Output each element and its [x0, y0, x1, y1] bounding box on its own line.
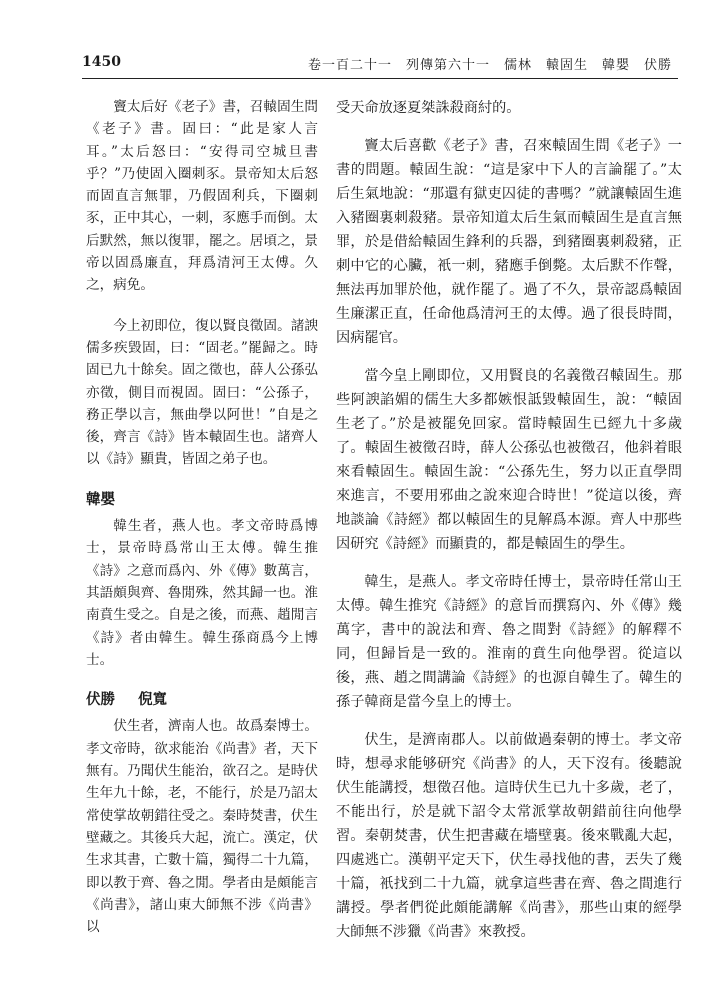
page-header: [82, 50, 676, 76]
section-heading-fusheng: [86, 689, 318, 711]
page-number: 1450: [82, 54, 121, 70]
section-heading-fusheng-text: 伏勝: [86, 691, 115, 709]
left-paragraph-4: 伏生者，濟南人也。故爲秦博士。孝文帝時，欲求能治《尚書》者，天下無有。乃聞伏生能治，欲召之。是時伏生年九十餘，老，不能行，於是乃詔太常使掌故朝錯往受之。秦時焚書，伏生壁藏之。其後兵大起，流亡。漢定，伏生求其書，亡數十篇，獨得二十九篇，即以教于齊、魯之閒。學者由是頗能言《尚書》，諸山東大師無不涉《尚書》以: [86, 718, 318, 936]
left-paragraph-1: 竇太后好《老子》書，召轅固生問《老子》書。固曰：“此是家人言耳。”太后怒曰：“安得司空城旦書乎？”乃使固入圈刺豕。景帝知太后怒而固直言無罪，乃假固利兵，下圈刺豕，正中其心，一刺，豕應手而倒。太后默然，無以復罪，罷之。居頃之，景帝以固爲廉直，拜爲清河王太傅。久之，病免。: [86, 99, 318, 294]
right-paragraph-2: 當今皇上剛即位，又用賢良的名義徵召轅固生。那些阿諛諂媚的儒生大多都嫉恨詆毀轅固生，說：“轅固生老了。”於是被罷免回家。當時轅固生已經九十多歲了。轅固生被徵召時，薛人公孫弘也被徵召，他斜着眼來看轅固生。轅固生說：“公孫先生，努力以正直學問來進言，不要用邪曲之說來迎合時世！”從這以後，齊地談論《詩經》都以轅固生的見解爲本源。齊人中那些因研究《詩經》而顯貴的，都是轅固生的學生。: [336, 368, 682, 552]
header-rule: [82, 78, 678, 79]
section-heading-fusheng-sub: 倪寬: [138, 691, 168, 709]
left-paragraph-3: 韓生者，燕人也。孝文帝時爲博士，景帝時爲常山王太傅。韓生推《詩》之意而爲內、外《傳》數萬言，其語頗與齊、魯閒殊，然其歸一也。淮南賁生受之。自是之後，而燕、趙閒言《詩》者由韓生。韓生孫商爲今上博士。: [86, 518, 318, 668]
right-paragraph-0: 受天命放逐夏桀誅殺商紂的。: [336, 100, 521, 116]
translation-column: [336, 96, 682, 958]
section-heading-hanying: [86, 489, 318, 511]
right-paragraph-3: 韓生，是燕人。孝文帝時任博士，景帝時任常山王太傅。韓生推究《詩經》的意旨而撰寫內、外《傳》幾萬字，書中的說法和齊、魯之間對《詩經》的解釋不同，但歸旨是一致的。淮南的賁生向他學習。從這以後，燕、趙之間講論《詩經》的也源自韓生了。韓生的孫子韓商是當今皇上的博士。: [336, 574, 682, 710]
right-paragraph-1: 竇太后喜歡《老子》書，召來轅固生問《老子》一書的問題。轅固生說：“這是家中下人的言論罷了。”太后生氣地說：“那還有獄吏囚徒的書嗎？”就讓轅固生進入豬圈裏刺殺豬。景帝知道太后生氣而轅固生是直言無罪，於是借給轅固生鋒利的兵器，到豬圈裏刺殺豬，正刺中它的心臟，衹一刺，豬應手倒斃。太后默不作聲，無法再加罪於他，就作罷了。過了不久，景帝認爲轅固生廉潔正直，任命他爲清河王的太傅。過了很長時間，因病罷官。: [336, 138, 682, 346]
right-paragraph-4: 伏生，是濟南郡人。以前做過秦朝的博士。孝文帝時，想尋求能够研究《尚書》的人，天下沒有。後聽說伏生能講授，想徵召他。這時伏生已九十多歲，老了，不能出行，於是就下詔令太常派掌故朝錯前往向他學習。秦朝焚書，伏生把書藏在墻壁裏。後來戰亂大起，四處逃亡。漢朝平定天下，伏生尋找他的書，丟失了幾十篇，衹找到二十九篇，就拿這些書在齊、魯之間進行講授。學者們從此頗能講解《尚書》，那些山東的經學大師無不涉獵《尚書》來教授。: [336, 732, 682, 940]
left-paragraph-2: 今上初即位，復以賢良徵固。諸諛儒多疾毀固，曰：“固老。”罷歸之。時固已九十餘矣。固之徵也，薛人公孫弘亦徵，側目而視固。固曰：“公孫子，務正學以言，無曲學以阿世！”自是之後，齊言《詩》皆本轅固生也。諸齊人以《詩》顯貴，皆固之弟子也。: [86, 317, 318, 468]
running-head: 卷一百二十一 列傳第六十一 儒林 轅固生 韓嬰 伏勝: [307, 58, 672, 73]
section-heading-hanying-text: 韓嬰: [86, 490, 115, 508]
classical-text-column: [86, 96, 318, 956]
